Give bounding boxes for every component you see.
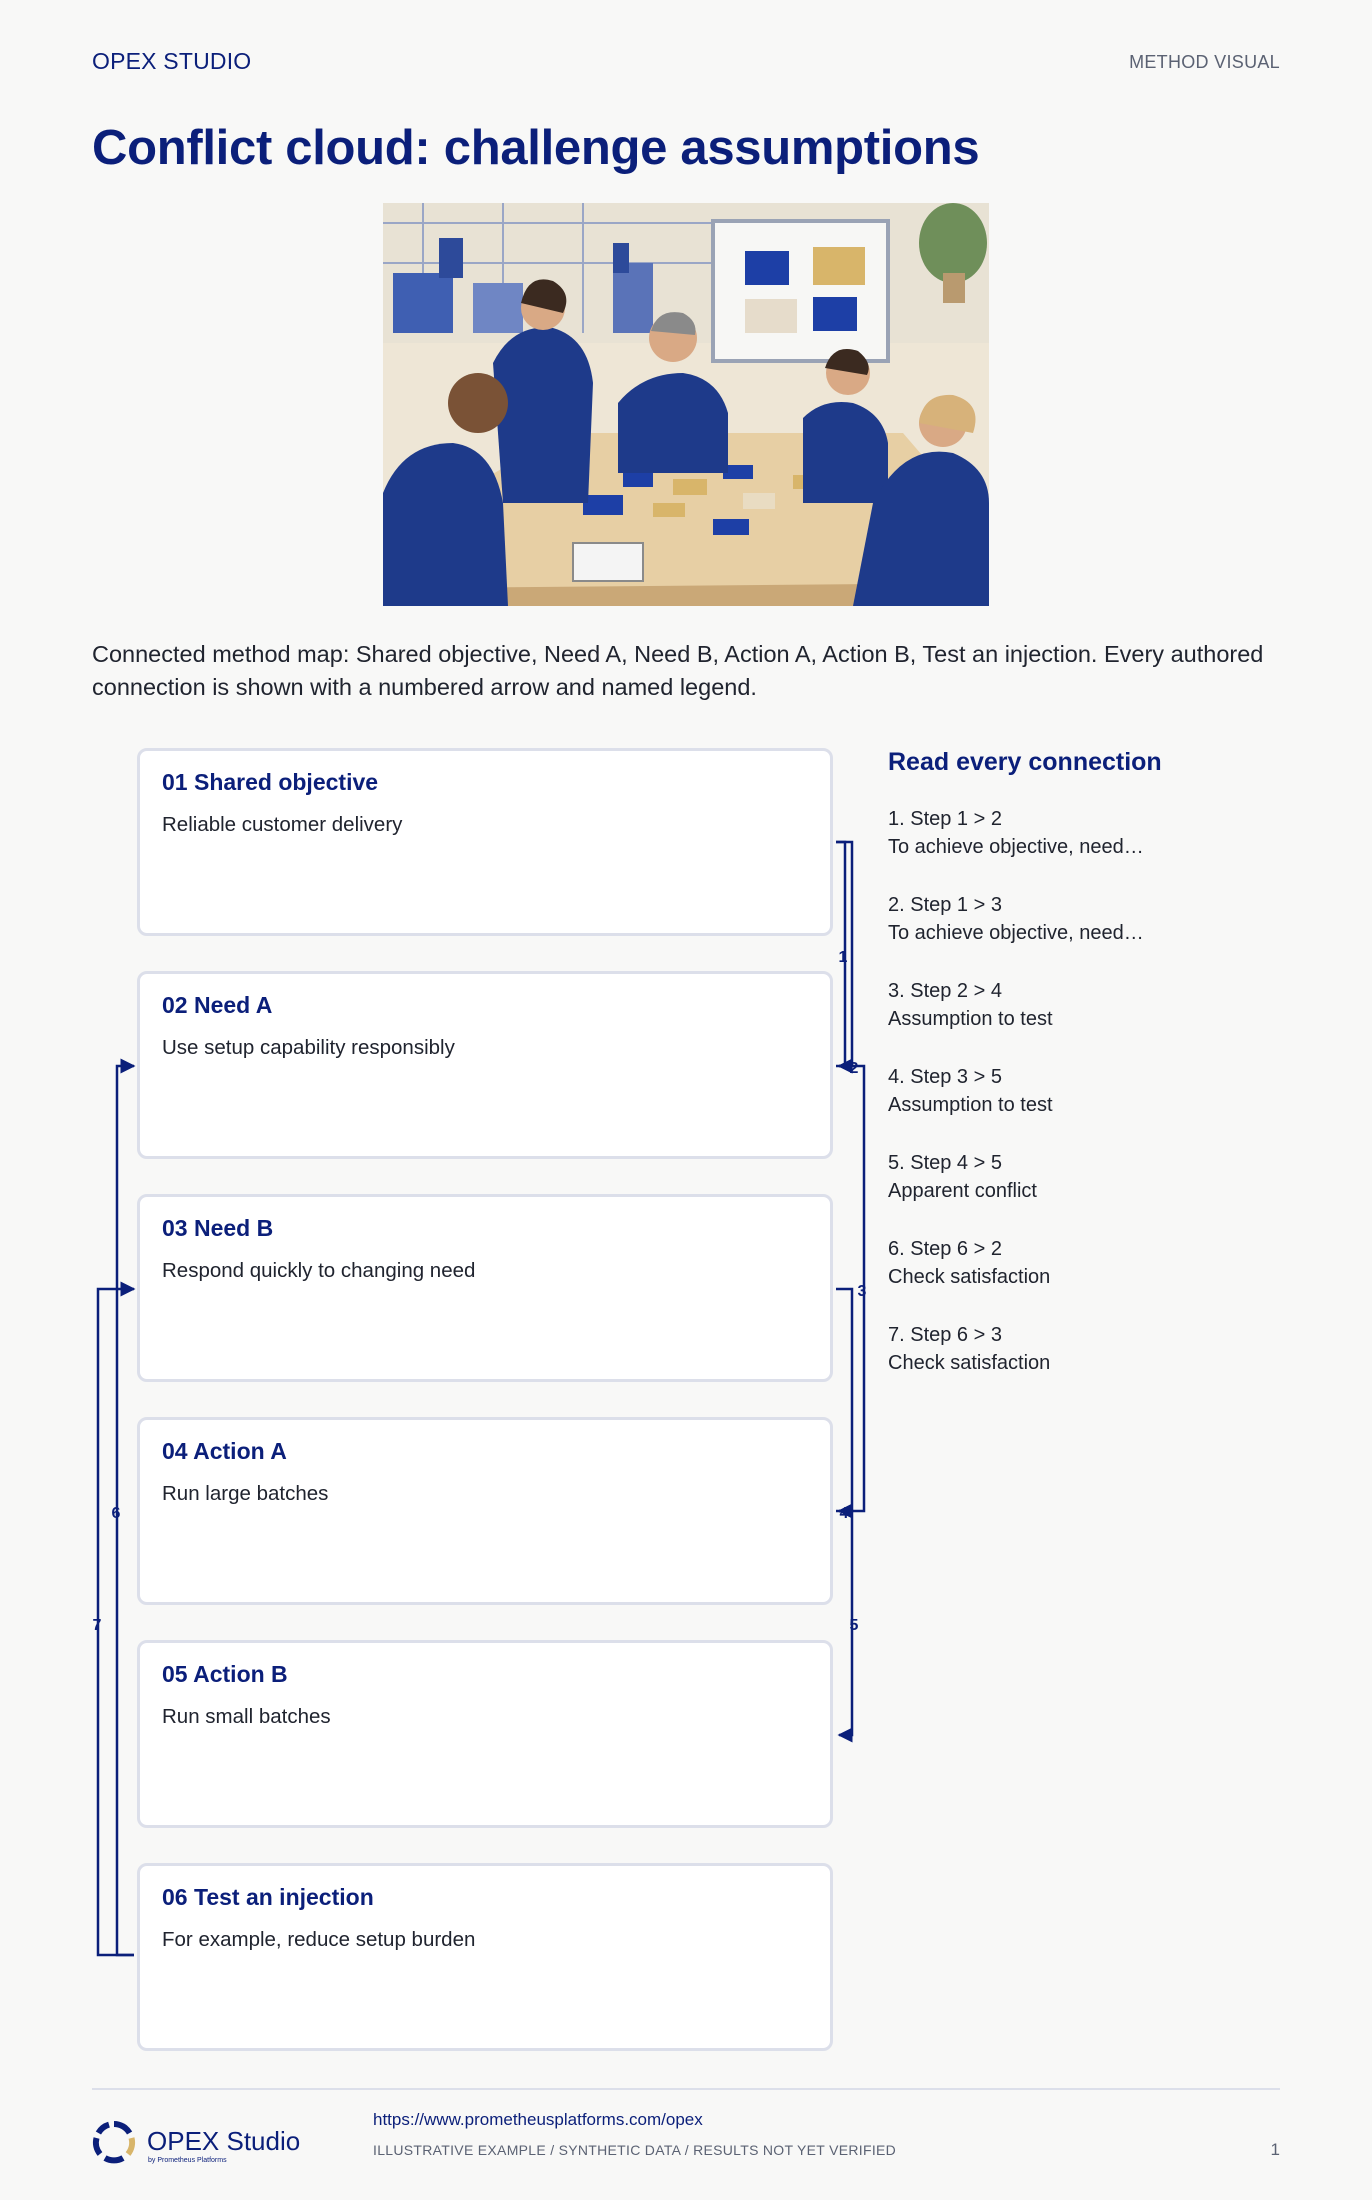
legend-item — [888, 1063, 1268, 1149]
brand-label: OPEX STUDIO — [92, 48, 252, 74]
legend-item-connection: 6. Step 6 > 2 — [888, 1238, 1002, 1260]
step-title: 05 Action B — [162, 1661, 288, 1687]
legend-item-connection: 3. Step 2 > 4 — [888, 980, 1002, 1002]
connector-number-2: 2 — [849, 1060, 859, 1077]
step-title: 03 Need B — [162, 1215, 274, 1241]
legend-list — [888, 805, 1268, 1407]
opex-logo-icon — [92, 2120, 136, 2164]
connector-number-5: 5 — [849, 1617, 859, 1634]
connector-number-6: 6 — [111, 1505, 121, 1522]
legend-item — [888, 977, 1268, 1063]
step-title: 06 Test an injection — [162, 1884, 374, 1910]
connector-number-1: 1 — [838, 949, 848, 966]
intro-paragraph: Connected method map: Shared objective, Need A, Need B, Action A, Action B, Test an injection. Every authored connection is shown with a numbered arrow and named legend. — [92, 641, 1264, 700]
legend-item-connection: 1. Step 1 > 2 — [888, 808, 1002, 830]
legend-item-meaning: Assumption to test — [888, 1008, 1053, 1030]
step-description: Run large batches — [162, 1482, 329, 1505]
connection-legend — [888, 748, 1268, 1407]
legend-item — [888, 805, 1268, 891]
legend-item-connection: 4. Step 3 > 5 — [888, 1066, 1002, 1088]
connector-number-4: 4 — [839, 1505, 849, 1522]
step-description: Use setup capability responsibly — [162, 1036, 455, 1059]
legend-item-connection: 7. Step 6 > 3 — [888, 1324, 1002, 1346]
footer-brand-subtitle: by Prometheus Platforms — [148, 2157, 227, 2164]
legend-item-meaning: Apparent conflict — [888, 1180, 1037, 1202]
step-description: Run small batches — [162, 1705, 331, 1728]
step-description: For example, reduce setup burden — [162, 1928, 476, 1951]
step-title: 02 Need A — [162, 992, 273, 1018]
footer-brand-name: OPEX Studio — [147, 2126, 301, 2156]
legend-item-meaning: Assumption to test — [888, 1094, 1053, 1116]
step-description: Reliable customer delivery — [162, 813, 403, 836]
legend-item-meaning: To achieve objective, need… — [888, 836, 1144, 858]
step-description: Respond quickly to changing need — [162, 1259, 476, 1282]
legend-item — [888, 891, 1268, 977]
legend-item — [888, 1235, 1268, 1321]
connector-arrow-4 — [836, 1289, 852, 1511]
legend-heading: Read every connection — [888, 748, 1162, 776]
legend-item-connection: 2. Step 1 > 3 — [888, 894, 1002, 916]
legend-item-connection: 5. Step 4 > 5 — [888, 1152, 1002, 1174]
document-kind-label: METHOD VISUAL — [1129, 52, 1280, 72]
page-title: Conflict cloud: challenge assumptions — [92, 121, 980, 175]
page-number: 1 — [1270, 2140, 1280, 2159]
legend-item — [888, 1321, 1268, 1407]
legend-item-meaning: Check satisfaction — [888, 1352, 1051, 1374]
footer-url-link[interactable]: https://www.prometheusplatforms.com/opex — [373, 2110, 703, 2129]
step-title: 04 Action A — [162, 1438, 287, 1464]
connector-number-3: 3 — [857, 1283, 867, 1300]
legend-item-meaning: To achieve objective, need… — [888, 922, 1144, 944]
connector-number-7: 7 — [92, 1617, 102, 1634]
legend-item — [888, 1149, 1268, 1235]
step-title: 01 Shared objective — [162, 769, 379, 795]
legend-item-meaning: Check satisfaction — [888, 1266, 1051, 1288]
footer-disclaimer: ILLUSTRATIVE EXAMPLE / SYNTHETIC DATA / RESULTS NOT YET VERIFIED — [373, 2142, 897, 2158]
footer-divider — [92, 2088, 1280, 2090]
